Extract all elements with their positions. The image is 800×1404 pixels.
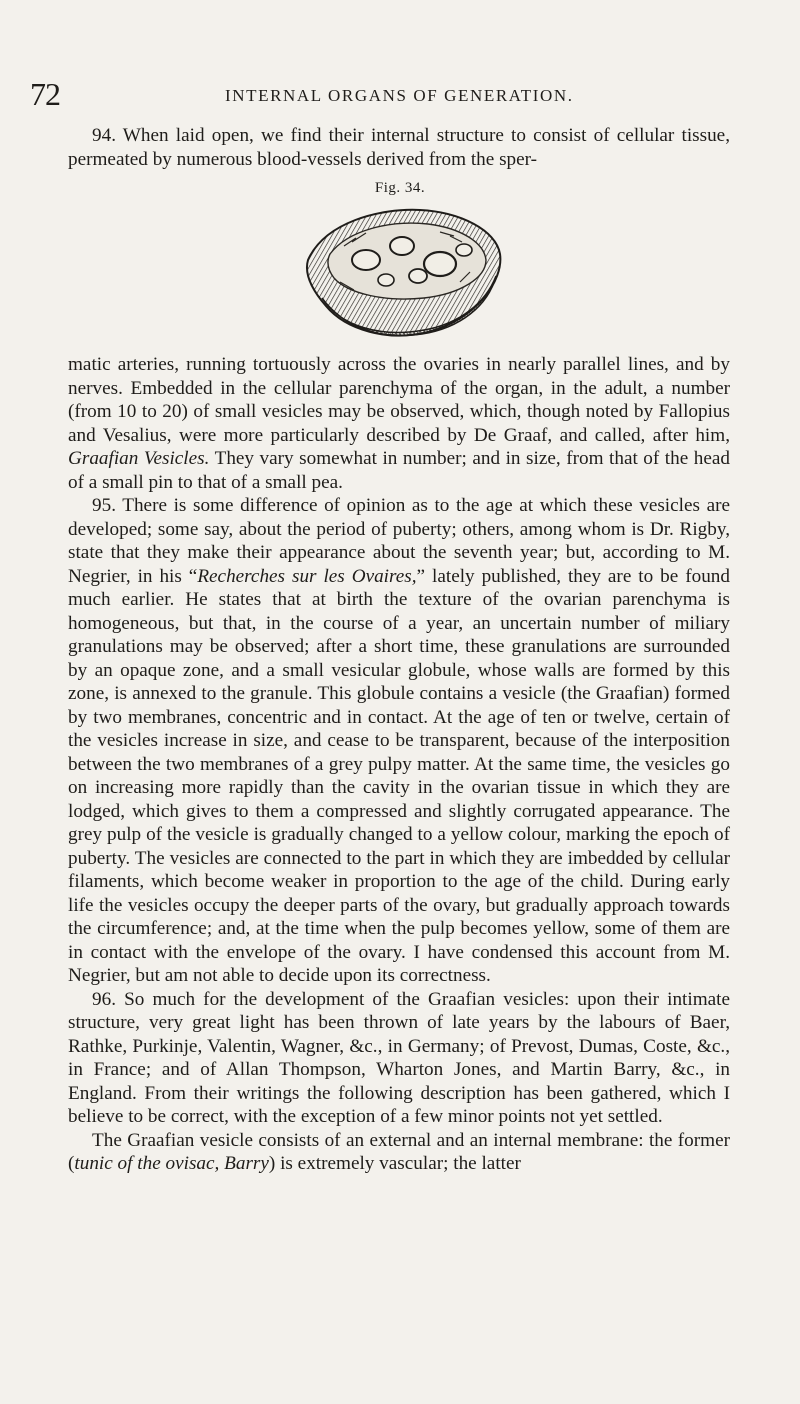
running-title: INTERNAL ORGANS OF GENERATION. (225, 86, 574, 105)
paragraph-96: 96. So much for the development of the Graafian vesicles: upon their intimate structure, very great light has been thrown of late years by the labours of Baer, Rathke, Purkinje, Valentin, Wagner, &c., in Germany; of Prevost, Dumas, Coste, &c., in France; and of Allan Thompson, Wharton Jones, and Martin Barry, &c., in England. From their writings the following description has been gathered, which I believe to be correct, with the exception of a few minor points not yet settled. (68, 988, 730, 1127)
paragraph-graafian-vesicle: The Graafian vesicle consists of an external and an internal membrane: the former (tunic of the ovisac, Barry) is extremely vascular; the latter (68, 1129, 730, 1174)
paragraph-94-continued: matic arteries, running tortuously across the ovaries in nearly parallel lines, and by nerves. Embedded in the cellular parenchyma of the organ, in the adult, a number (from 10 to 20) of small vesicles may be observed, which, though noted by Fallopius and Vesalius, were more particularly described by De Graaf, and called, after him, Graafian Vesicles. They vary somewhat in number; and in size, from that of the head of a small pin to that of a small pea. (68, 354, 730, 493)
paragraph-95: 95. There is some difference of opinion as to the age at which these vesicles are developed; some say, about the period of puberty; others, among whom is Dr. Rigby, state that they make their appearance about the seventh year; but, according to M. Negrier, in his “Recherches sur les Ovaires,” lately published, they are to be found much earlier. He states that at birth the texture of the ovarian parenchyma is homogeneous, but that, in the course of a year, an uncertain number of miliary granulations may be observed; after a short time, these granulations are surrounded by an opaque zone, and a small vesicular globule, whose walls are formed by this zone, is annexed to the granule. This globule contains a vesicle (the Graafian) formed by two membranes, concentric and in contact. At the age of ten or twelve, certain of the vesicles increase in size, and cease to be transparent, because of the interposition between the two membranes of a grey pulpy matter. At the same time, the vesicles go on increasing more rapidly than the cavity in the ovarian tissue in which they are lodged, which gives to them a compressed and slightly corrugated appearance. The grey pulp of the vesicle is gradually changed to a yellow colour, marking the epoch of puberty. The vesicles are connected to the part in which they are imbedded by cellular filaments, which become weaker in proportion to the age of the child. During early life the vesicles occupy the deeper parts of the ovary, but gradually approach towards the circumference; and, at the time when the pulp becomes yellow, some of them are in contact with the envelope of the ovary. I have condensed this account from M. Negrier, but am not able to decide upon its correctness. (68, 495, 730, 986)
figure-label: Fig. 34. (374, 180, 426, 196)
text-block-top (68, 124, 730, 171)
text-block-main (68, 353, 730, 1176)
page-number: 72 (30, 76, 60, 112)
paragraph-94-start: 94. When laid open, we find their internal structure to consist of cellular tissue, permeated by numerous blood-vessels derived from the sper- (68, 125, 730, 170)
running-head (30, 76, 770, 112)
ovary-figure-svg (300, 202, 510, 342)
ovary-engraving-icon (300, 202, 510, 342)
